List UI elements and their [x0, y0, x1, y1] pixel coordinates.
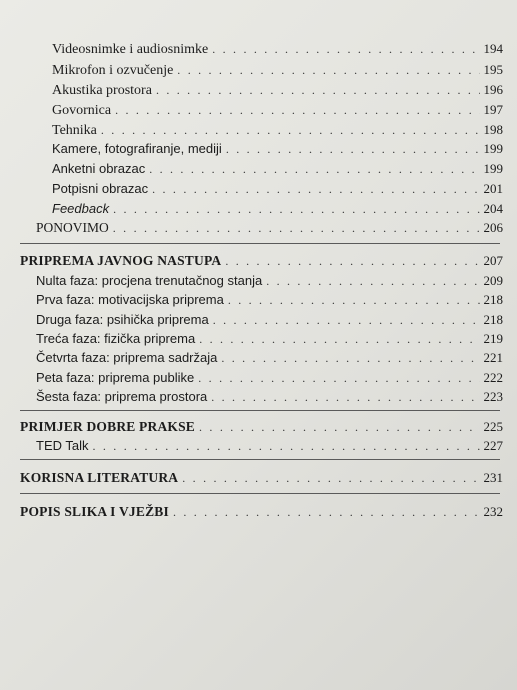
- section-divider: [20, 243, 500, 244]
- dot-leader: [213, 311, 480, 329]
- toc-entry-label: POPIS SLIKA I VJEŽBI: [20, 504, 169, 519]
- toc-entry-page: 195: [483, 62, 503, 77]
- toc-entry: [36, 272, 503, 290]
- toc-entry-label: Šesta faza: priprema prostora: [36, 389, 208, 404]
- toc-entry-page: 222: [483, 370, 503, 385]
- toc-entry-label: PONOVIMO: [36, 220, 109, 235]
- toc-entry: [52, 140, 503, 158]
- toc-entry: [36, 349, 503, 367]
- toc-entry-label: Prva faza: motivacijska priprema: [36, 292, 224, 307]
- toc-entry: [52, 61, 503, 79]
- toc-entry-page: 201: [483, 181, 503, 196]
- section-divider: [20, 459, 500, 460]
- toc-entry-page: 196: [483, 82, 503, 97]
- toc-entry-label: Nulta faza: procjena trenutačnog stanja: [36, 273, 263, 288]
- toc-entry-label: PRIMJER DOBRE PRAKSE: [20, 419, 196, 434]
- toc-entry-page: 232: [483, 504, 503, 519]
- toc-entry: [36, 388, 503, 406]
- toc-entry-label: Treća faza: fizička priprema: [36, 331, 196, 346]
- toc-entry-label: Mikrofon i ozvučenje: [52, 63, 174, 78]
- toc-entry-page: 199: [483, 161, 503, 176]
- toc-section-heading: [20, 469, 503, 487]
- toc-entry: [52, 180, 503, 198]
- toc-entry-label: Anketni obrazac: [52, 161, 146, 176]
- toc-entry: [52, 121, 503, 139]
- toc-entry-label: Druga faza: psihička priprema: [36, 312, 209, 327]
- toc-entry-page: 194: [483, 41, 503, 56]
- toc-entry-page: 204: [483, 201, 503, 216]
- dot-leader: [113, 200, 479, 218]
- toc-entry: [36, 369, 503, 387]
- dot-leader: [149, 160, 479, 178]
- toc-entry-label: TED Talk: [36, 438, 89, 453]
- toc-entry-page: 207: [483, 253, 503, 268]
- dot-leader: [101, 121, 480, 139]
- toc-section-heading: [20, 503, 503, 521]
- dot-leader: [173, 503, 480, 521]
- dot-leader: [199, 330, 479, 348]
- toc-entry-page: 218: [483, 312, 503, 327]
- dot-leader: [115, 101, 479, 119]
- toc-entry-label: Feedback: [52, 201, 110, 216]
- dot-leader: [152, 180, 479, 198]
- toc-entry-page: 231: [483, 470, 503, 485]
- dot-leader: [221, 349, 479, 367]
- dot-leader: [93, 437, 480, 455]
- toc-entry-page: 209: [483, 273, 503, 288]
- toc-entry: [36, 291, 503, 309]
- toc-entry-page: 198: [483, 122, 503, 137]
- toc-entry-label: PRIPREMA JAVNOG NASTUPA: [20, 253, 222, 268]
- toc-section-heading: [20, 418, 503, 436]
- toc-entry: [36, 311, 503, 329]
- toc-entry-label: Govornica: [52, 103, 112, 118]
- toc-entry-page: 219: [483, 331, 503, 346]
- toc-entry-page: 223: [483, 389, 503, 404]
- dot-leader: [225, 252, 479, 270]
- toc-entry: [36, 437, 503, 455]
- toc-entry-page: 199: [483, 141, 503, 156]
- dot-leader: [177, 61, 479, 79]
- toc-entry-page: 225: [483, 419, 503, 434]
- section-divider: [20, 493, 500, 494]
- toc-entry: [52, 101, 503, 119]
- toc-entry-label: Akustika prostora: [52, 83, 152, 98]
- dot-leader: [198, 369, 479, 387]
- toc-entry-label: Peta faza: priprema publike: [36, 370, 195, 385]
- dot-leader: [212, 40, 479, 58]
- dot-leader: [228, 291, 480, 309]
- toc-entry-label: Videosnimke i audiosnimke: [52, 42, 209, 57]
- toc-entry-page: 197: [483, 102, 503, 117]
- dot-leader: [156, 81, 480, 99]
- toc-entry: [52, 200, 503, 218]
- toc-entry-label: Kamere, fotografiranje, mediji: [52, 141, 222, 156]
- toc-entry-label: Tehnika: [52, 123, 97, 138]
- dot-leader: [226, 140, 480, 158]
- toc-entry-label: Potpisni obrazac: [52, 181, 149, 196]
- toc-entry-page: 218: [483, 292, 503, 307]
- dot-leader: [211, 388, 479, 406]
- dot-leader: [266, 272, 479, 290]
- dot-leader: [113, 219, 480, 237]
- dot-leader: [199, 418, 479, 436]
- toc-section-heading: [20, 252, 503, 270]
- toc-entry-page: 227: [483, 438, 503, 453]
- toc-entry-page: 206: [483, 220, 503, 235]
- dot-leader: [182, 469, 479, 487]
- toc-entry-label: Četvrta faza: priprema sadržaja: [36, 350, 218, 365]
- section-divider: [20, 410, 500, 411]
- toc-entry: [52, 40, 503, 58]
- toc-entry-label: KORISNA LITERATURA: [20, 470, 179, 485]
- toc-entry-page: 221: [483, 350, 503, 365]
- toc-entry: [52, 160, 503, 178]
- toc-entry: [36, 219, 503, 237]
- toc-entry: [52, 81, 503, 99]
- toc-entry: [36, 330, 503, 348]
